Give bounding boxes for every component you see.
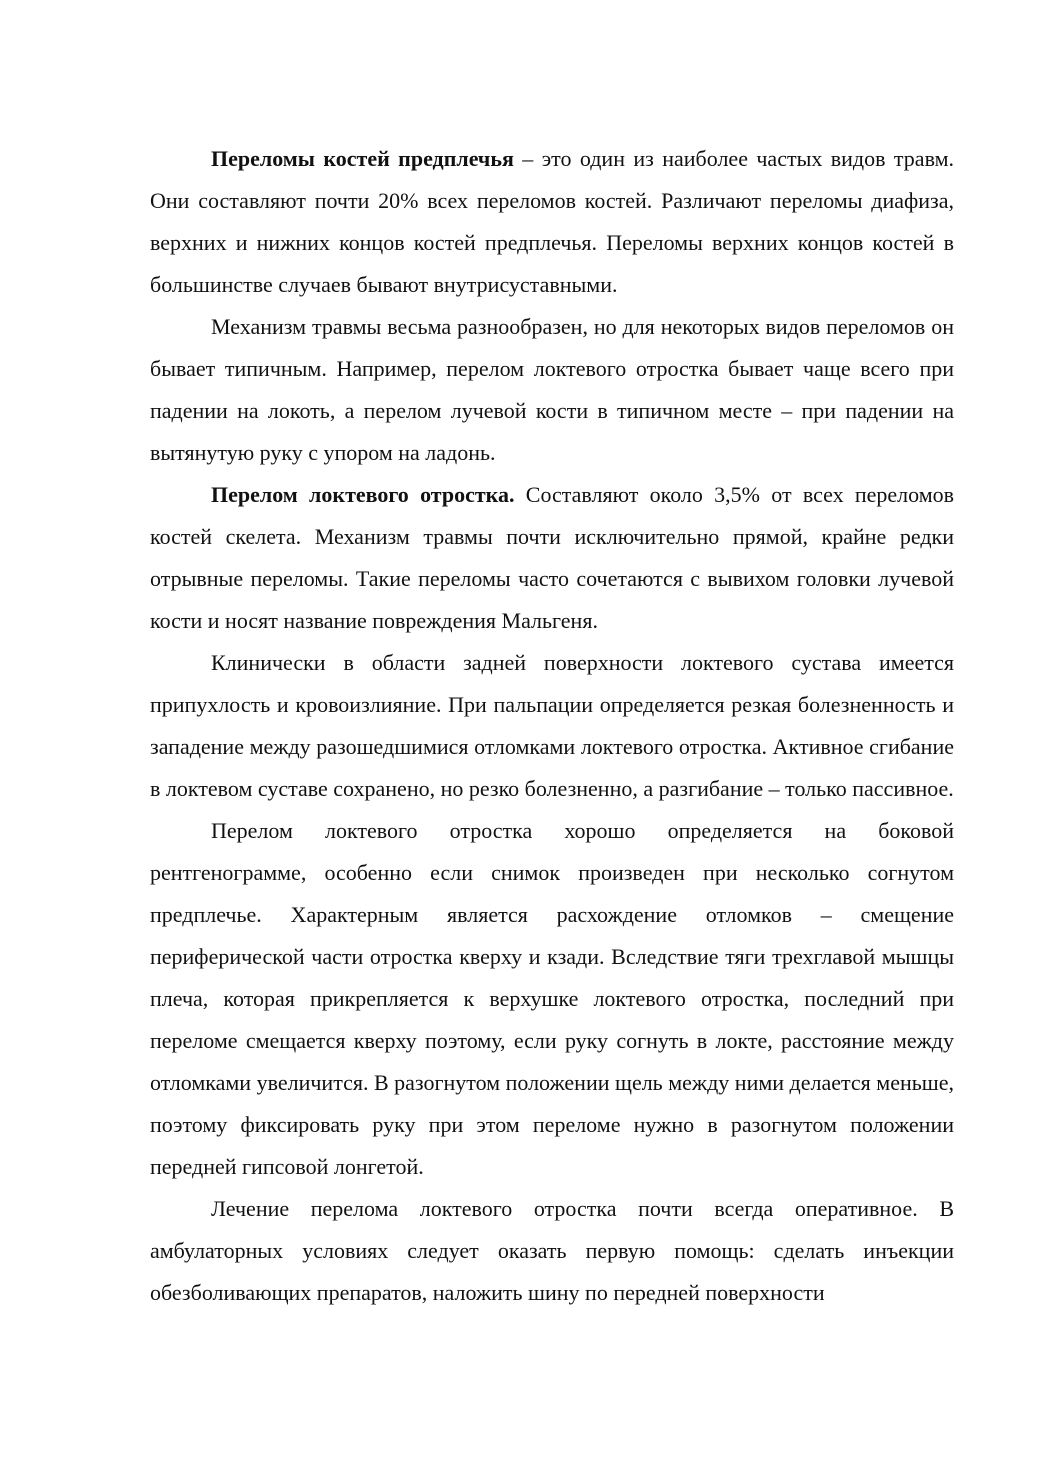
- paragraph-text: Составляют около 3,5% от всех переломов костей скелета. Механизм травмы почти исключительно прямой, крайне редки отрывные переломы. Такие переломы часто сочетаются с вывихом головки лучевой кости и носят название повреждения Мальгеня.: [150, 482, 955, 633]
- paragraph-injury-mechanism: [150, 306, 954, 474]
- paragraph-forearm-fractions: [150, 138, 954, 306]
- paragraph-text: Клинически в области задней поверхности локтевого сустава имеется припухлость и кровоизлияние. При пальпации определяется резкая болезненность и западение между разошедшимися отломками локтевого отростка. Активное сгибание в локтевом суставе сохранено, но резко болезненно, а разгибание – только пассивное.: [150, 650, 954, 801]
- paragraph-treatment: [150, 1188, 954, 1314]
- paragraph-olecranon-fracture: [150, 474, 954, 642]
- document-body: [150, 138, 954, 1314]
- paragraph-text: Механизм травмы весьма разнообразен, но для некоторых видов переломов он бывает типичным. Например, перелом локтевого отростка бывает чаще всего при падении на локоть, а перелом лучевой кости в типичном месте – при падении на вытянутую руку с упором на ладонь.: [150, 314, 954, 465]
- paragraph-radiography: [150, 810, 954, 1188]
- paragraph-clinical-signs: [150, 642, 954, 810]
- paragraph-bold-lead: Перелом локтевого отростка.: [211, 482, 515, 507]
- paragraph-text: Перелом локтевого отростка хорошо определяется на боковой рентгенограмме, особенно если снимок произведен при несколько согнутом предплечье. Характерным является расхождение отломков – смещение периферической части отростка кверху и кзади. Вследствие тяги трехглавой мышцы плеча, которая прикрепляется к верхушке локтевого отростка, последний при переломе смещается кверху поэтому, если руку согнуть в локте, расстояние между отломками увеличится. В разогнутом положении щель между ними делается меньше, поэтому фиксировать руку при этом переломе нужно в разогнутом положении передней гипсовой лонгетой.: [150, 818, 954, 1179]
- paragraph-text: Лечение перелома локтевого отростка почти всегда оперативное. В амбулаторных условиях следует оказать первую помощь: сделать инъекции обезболивающих препаратов, наложить шину по передней поверхности: [150, 1196, 954, 1305]
- paragraph-text: – это один из наиболее частых видов травм. Они составляют почти 20% всех переломов костей. Различают переломы диафиза, верхних и нижних концов костей предплечья. Переломы верхних концов костей в большинстве случаев бывают внутрисуставными.: [150, 146, 954, 297]
- paragraph-bold-lead: Переломы костей предплечья: [211, 146, 514, 171]
